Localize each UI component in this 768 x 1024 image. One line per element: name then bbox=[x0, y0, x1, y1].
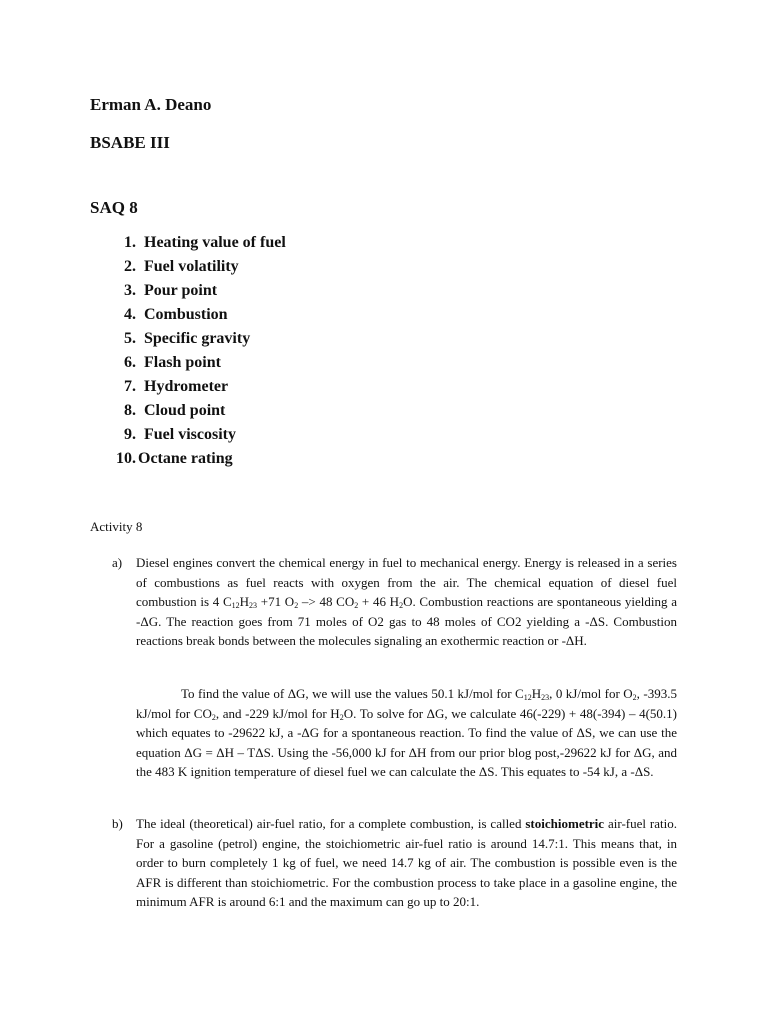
activity-title: Activity 8 bbox=[90, 519, 143, 534]
list-item: 4. Combustion bbox=[124, 306, 228, 323]
answer-b-marker: b) bbox=[112, 816, 123, 831]
list-item: 8. Cloud point bbox=[124, 402, 226, 419]
list-item: 6. Flash point bbox=[124, 354, 221, 371]
list-item: 5. Specific gravity bbox=[124, 330, 251, 347]
answer-a-calculation: To find the value of ΔG, we will use the values 50.1 kJ/mol for $C_{12}H_{23}$, 0 kJ/mol for $O_2$, -393.5 kJ/mol for $CO_2$, and -229 kJ/mol for $H_2O$. To solve for ΔG, we calculate 46(-229) + 48(-394) – 4(50.1) which equates to -29622 kJ, a -ΔG for a spontaneous reaction. To find the value of ΔS, we can use the equation ΔG = ΔH – TΔS. Using the -56,000 kJ for ΔH from our prior blog post,-29622 kJ for ΔG, and the 483 K ignition temperature of diesel fuel we can calculate the ΔS. This equates to -54 kJ, a -ΔS. bbox=[136, 686, 677, 779]
list-item: 2. Fuel volatility bbox=[124, 258, 239, 275]
course-label: BSABE III bbox=[90, 133, 170, 152]
list-item: 7. Hydrometer bbox=[124, 378, 229, 395]
author-name: Erman A. Deano bbox=[90, 95, 212, 114]
section-title: SAQ 8 bbox=[90, 198, 138, 217]
answer-a-text: Diesel engines convert the chemical energy in fuel to mechanical energy. Energy is released in a series of combustions as fuel reacts with oxygen from the air. The chemical equation of diesel fuel combustion is 4 $C_{12}H_{23} +71$ $O_2 -> 48$ $CO_2 + 46$ $H_2O$. Combustion reactions are spontaneous yielding a -ΔG. The reaction goes from 71 moles of O2 gas to 48 moles of CO2 yielding a -ΔS. Combustion reactions break bonds between the molecules signaling an exothermic reaction or -ΔH. bbox=[136, 555, 677, 648]
list-item: 1. Heating value of fuel bbox=[124, 234, 286, 251]
list-item: 9. Fuel viscosity bbox=[124, 426, 236, 443]
list-item: 3. Pour point bbox=[124, 282, 218, 299]
answer-b-text: The ideal (theoretical) air-fuel ratio, for a complete combustion, is called stoichiometric air-fuel ratio. For a gasoline (petrol) engine, the stoichiometric air-fuel ratio is around 14.7:1. This means that, in order to burn completely 1 kg of fuel, we need 14.7 kg of air. The combustion is possible even is the AFR is different than stoichiometric. For the combustion process to take place in a gasoline engine, the minimum AFR is around 6:1 and the maximum can go up to 20:1. bbox=[136, 816, 677, 909]
saq-answer-list bbox=[90, 231, 286, 471]
answer-a-marker: a) bbox=[112, 555, 123, 570]
list-item: 10. Octane rating bbox=[116, 450, 233, 467]
